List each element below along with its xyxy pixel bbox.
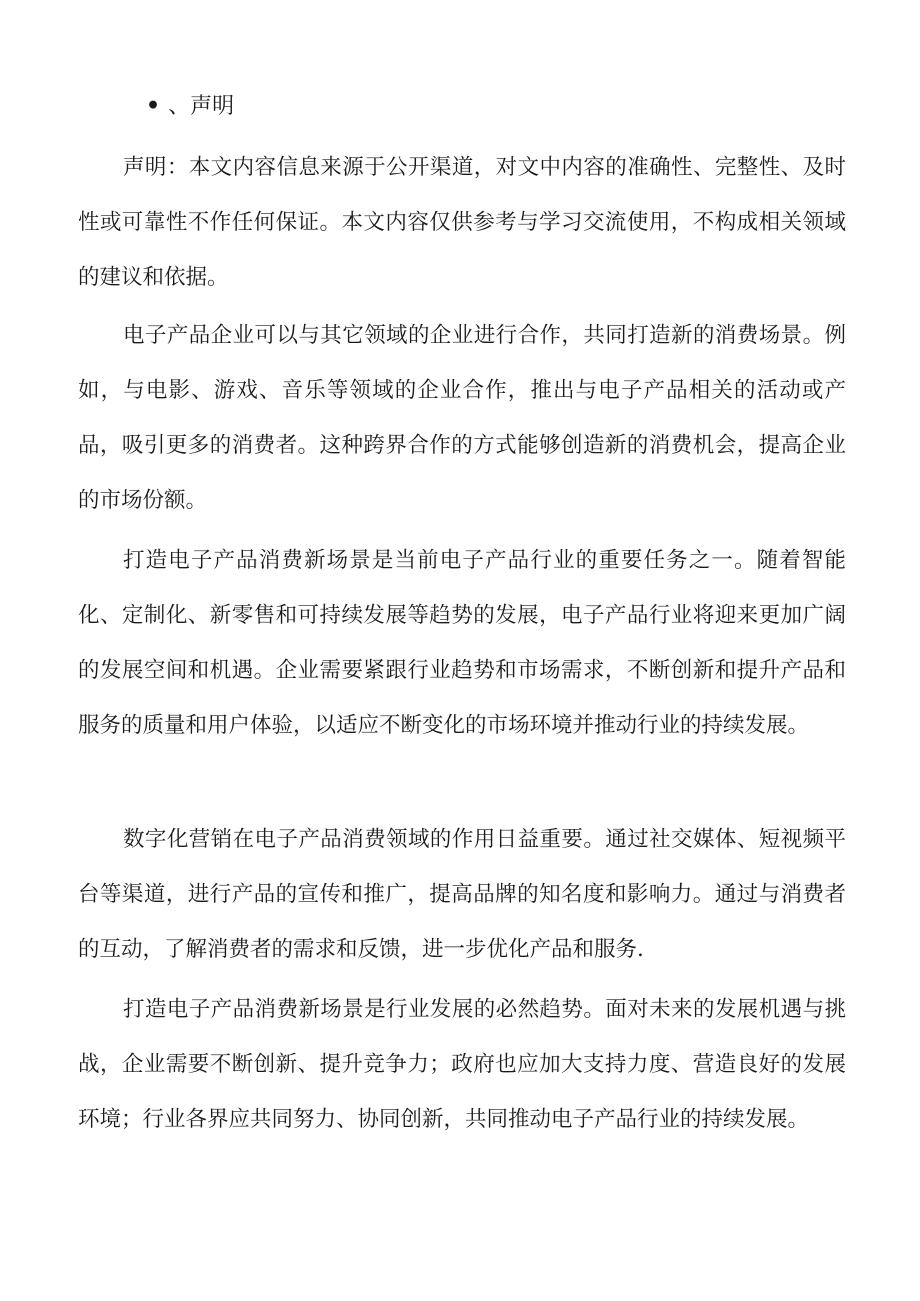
body-paragraph: 打造电子产品消费新场景是当前电子产品行业的重要任务之一。随着智能化、定制化、新零售和可持续发展等趋势的发展，电子产品行业将迎来更加广阔的发展空间和机遇。企业需要紧跟行业趋势和市场需求，不断创新和提升产品和服务的质量和用户体验，以适应不断变化的市场环境并推动行业的持续发展。 xyxy=(78,548,846,738)
disclaimer-paragraph: 声明：本文内容信息来源于公开渠道，对文中内容的准确性、完整性、及时性或可靠性不作任何保证。本文内容仅供参考与学习交流使用，不构成相关领域的建议和依据。 xyxy=(78,155,846,290)
section-heading-text: 、声明 xyxy=(168,94,235,119)
section-heading xyxy=(146,86,234,127)
body-paragraph: 电子产品企业可以与其它领域的企业进行合作，共同打造新的消费场景。例如，与电影、游戏、音乐等领域的企业合作，推出与电子产品相关的活动或产品，吸引更多的消费者。这种跨界合作的方式能够创造新的消费机会，提高企业的市场份额。 xyxy=(78,323,846,513)
bullet-icon: • xyxy=(146,93,161,119)
body-paragraph: 数字化营销在电子产品消费领域的作用日益重要。通过社交媒体、短视频平台等渠道，进行产品的宣传和推广，提高品牌的知名度和影响力。通过与消费者的互动，了解消费者的需求和反馈，进一步优化产品和服务. xyxy=(78,827,846,962)
body-paragraph: 打造电子产品消费新场景是行业发展的必然趋势。面对未来的发展机遇与挑战，企业需要不断创新、提升竞争力；政府也应加大支持力度、营造良好的发展环境；行业各界应共同努力、协同创新，共同推动电子产品行业的持续发展。 xyxy=(78,997,846,1132)
